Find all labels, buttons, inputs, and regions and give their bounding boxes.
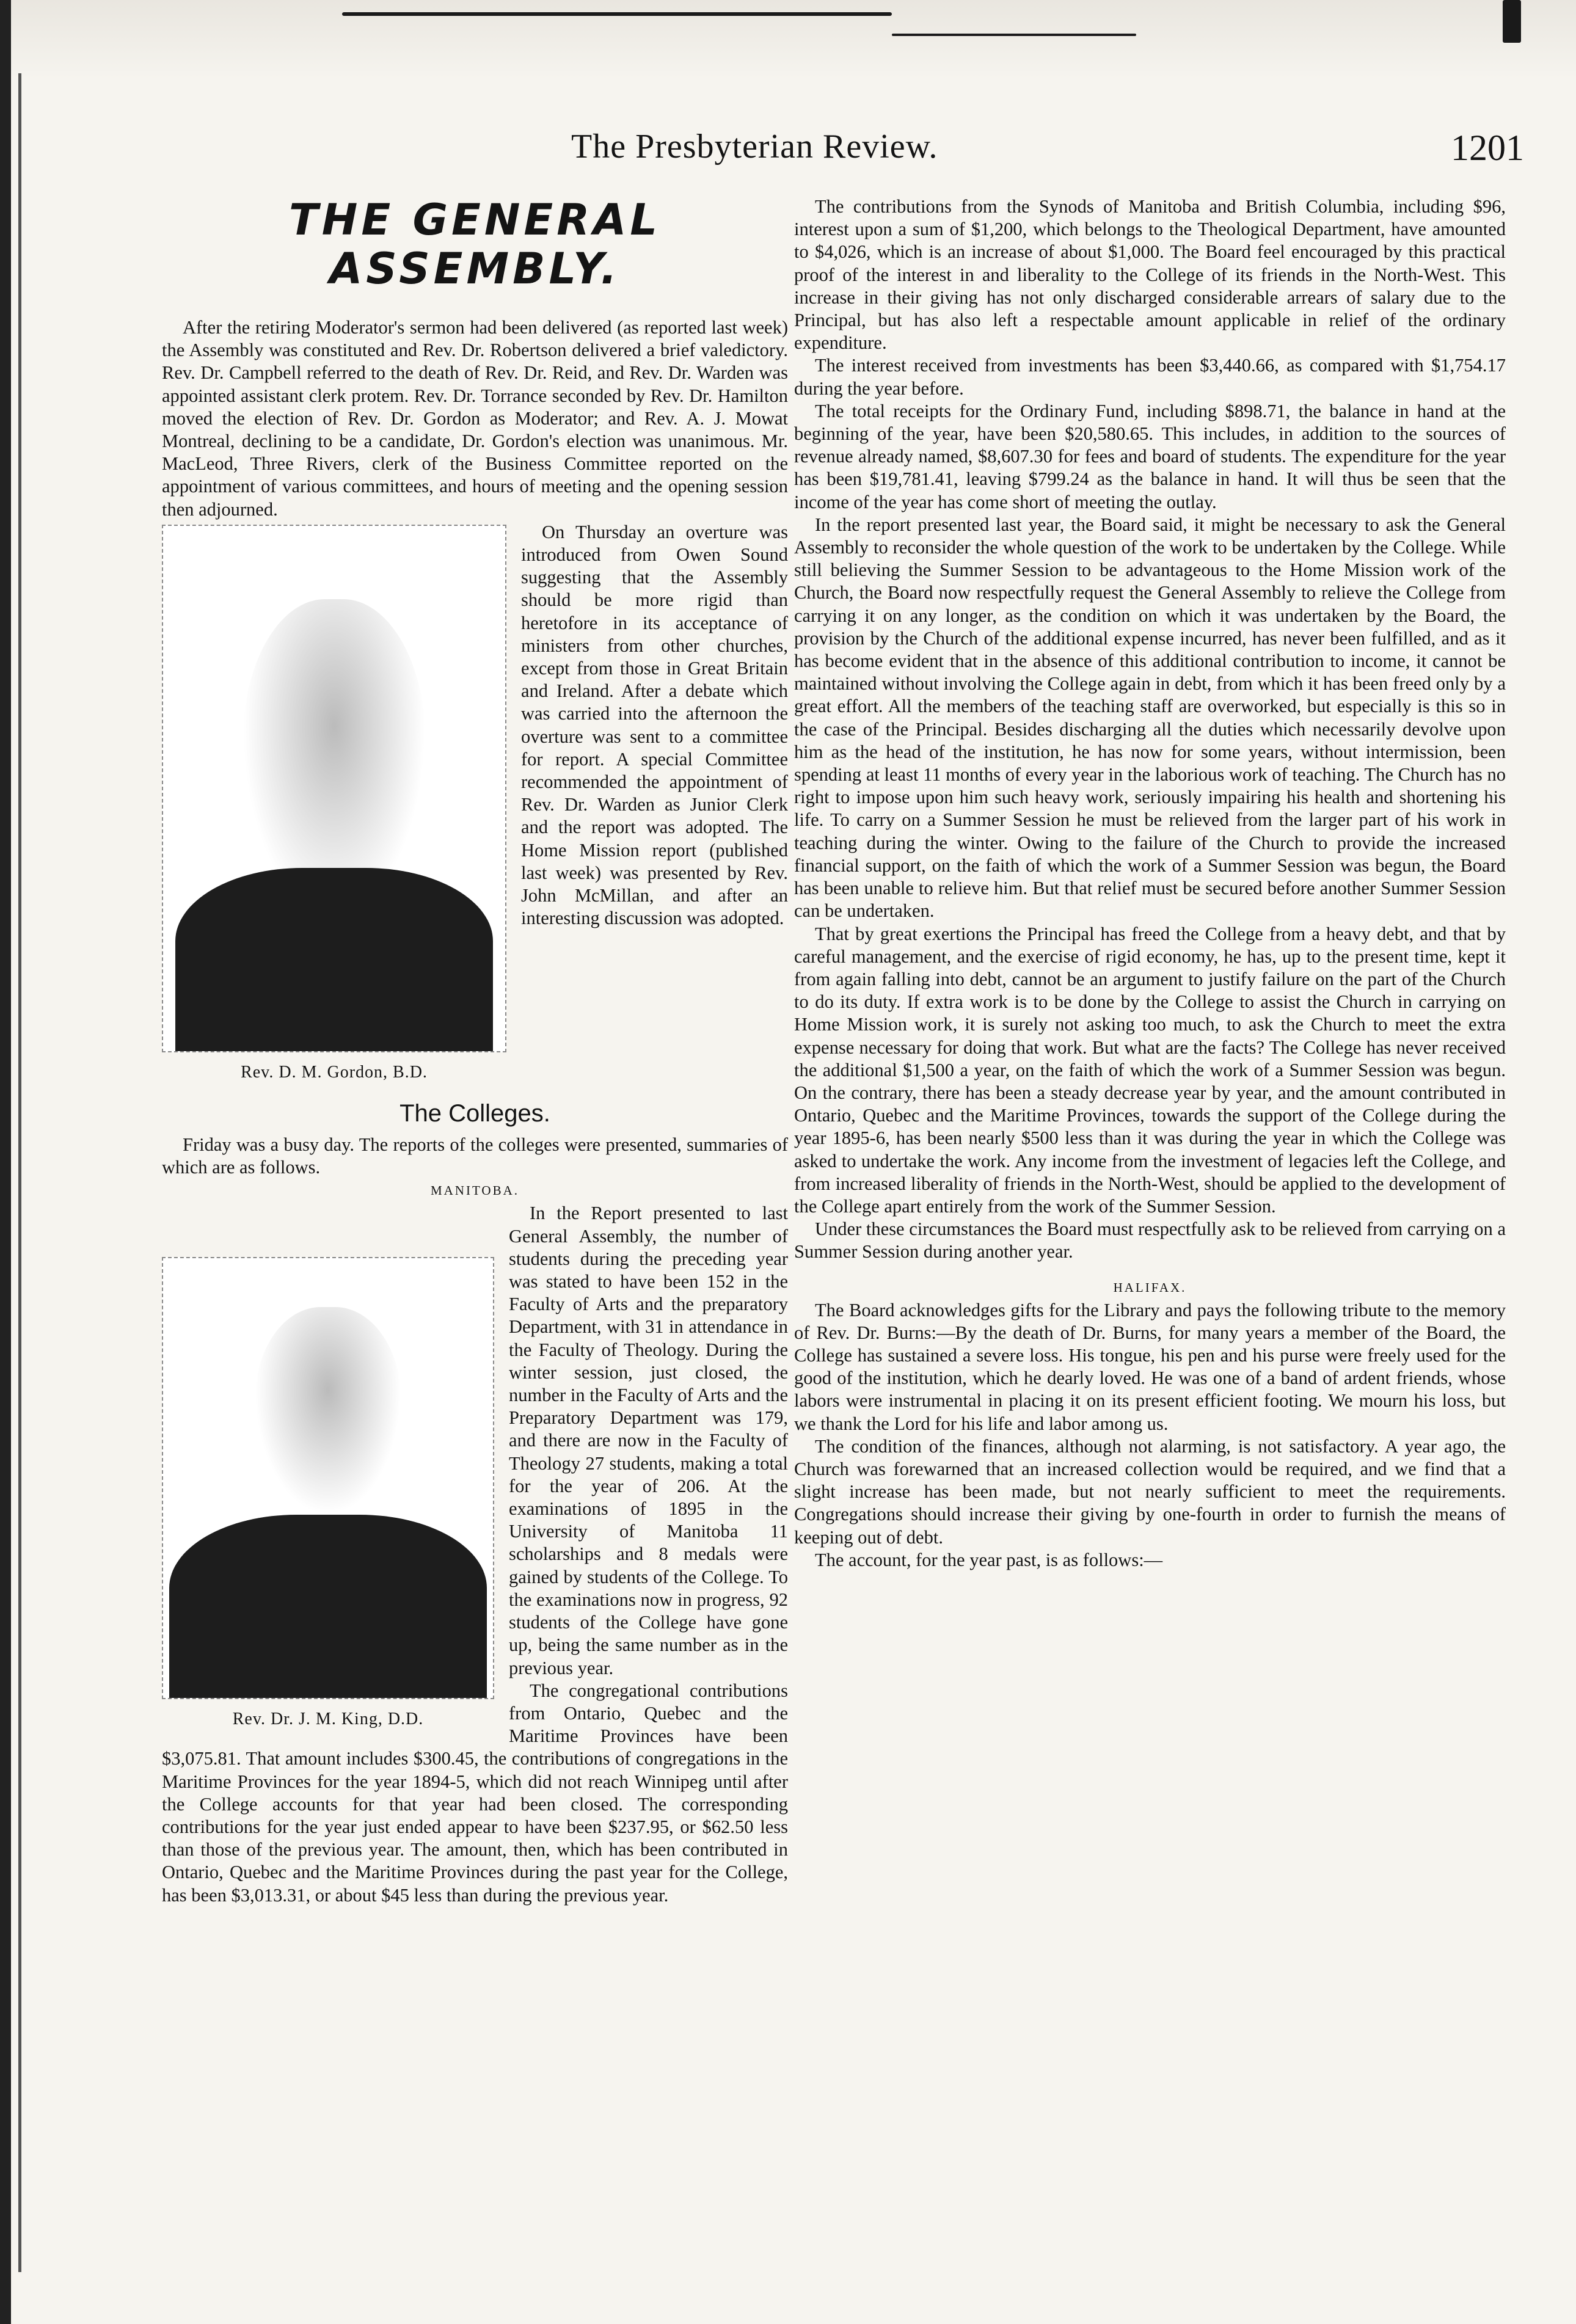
portrait-photo [162, 525, 506, 1052]
paragraph: Under these circumstances the Board must respectfully ask to be relieved from carrying on a Summer Session during another year. [794, 1218, 1506, 1262]
paragraph: The interest received from investments has been $3,440.66, as compared with $1,754.17 during the year before. [794, 355, 1506, 399]
manitoba-heading: MANITOBA. [430, 1183, 520, 1198]
portrait-caption: Rev. D. M. Gordon, B.D. [241, 1062, 428, 1082]
paragraph: The contributions from the Synods of Manitoba and British Columbia, including $96, interest upon a sum of $1,200, which belongs to the Theological Department, have amounted to $4,026, which is an increase of about $1,000. The Board feel encouraged by this practical proof of the interest in and liberality to the College of its friends in the North-West. This increase in their giving has not only discharged considerable arrears of salary due to the Principal, but has also left a respectable amount applicable in relief of the ordinary expenditure. [794, 196, 1506, 354]
paragraph: Friday was a busy day. The reports of the colleges were presented, summaries of which are as follows. [162, 1134, 788, 1178]
binding-edge [0, 0, 11, 2324]
paragraph: The condition of the finances, although not alarming, is not satisfactory. A year ago, the Church was forewarned that an increased collection would be required, and we find that a slight increase has been made, but not nearly sufficient to meet the requirements. Congregations should increase their giving by one-fourth in order to furnish the means of keeping out of debt. [794, 1435, 1506, 1548]
colleges-heading: The Colleges. [399, 1100, 550, 1127]
portrait-king [162, 1257, 494, 1730]
paragraph: In the report presented last year, the Board said, it might be necessary to ask the General Assembly to reconsider the whole question of the work to be undertaken by the College. While still believing the Summer Session to be advantageous to the Home Mission work of the Church, the Board now respectfully request the General Assembly to relieve the College from carrying it on any longer, as the condition on which it was undertaken by the Board, the provision by the Church of the additional expense incurred, has never been fulfilled, and as it has become evident that in the absence of this additional contribution to income, it cannot be maintained without involving the College again in debt, from which it has been freed only by a great effort. All the members of the teaching staff are overworked, but especially is this so in the case of the Principal. Besides discharging all the duties which necessarily devolve upon him as the head of the institution, he has now for some years, without intermission, been spending at least 11 months of every year in the laborious work of teaching. The Church has no right to impose upon him such heavy work, seriously impairing his health and shortening his life. To carry on a Summer Session he must be relieved from the larger part of his work in teaching during the winter. Owing to the failure of the Church to provide the increased financial support, on the faith of which the work of a Summer Session was begun, the Board has been unable to relieve him. But that relief must be secured before another Summer Session can be undertaken. [794, 514, 1506, 922]
portrait-photo [162, 1257, 494, 1699]
portrait-gordon [162, 525, 506, 1084]
section-title: THE GENERAL ASSEMBLY. [289, 195, 661, 294]
page-header [0, 127, 1576, 182]
page-number: 1201 [1451, 128, 1524, 168]
paragraph: After the retiring Moderator's sermon had been delivered (as reported last week) the Assembly was constituted and Rev. Dr. Robertson delivered a brief valedictory. Rev. Dr. Campbell referred to the death of Rev. Dr. Reid, and Rev. Dr. Warden was appointed assistant clerk protem. Rev. Dr. Torrance seconded by Rev. Dr. Hamilton moved the election of Rev. Dr. Gordon as Moderator; and Rev. A. J. Mowat Montreal, declining to be a candidate, Dr. Gordon's election was unanimous. Mr. MacLeod, Three Rivers, clerk of the Business Committee reported on the appointment of various committees, and hours of meeting and the opening session then adjourned. [162, 317, 788, 520]
paragraph: The account, for the year past, is as follows:— [815, 1549, 1163, 1570]
binding-shadow [18, 73, 21, 2272]
running-title: The Presbyterian Review. [571, 128, 938, 166]
paragraph: The Board acknowledges gifts for the Library and pays the following tribute to the memory of Rev. Dr. Burns:—By the death of Dr. Burns, for many years a member of the Board, the College has sustained a severe loss. His tongue, his pen and his purse were freely used for the good of the institution, which he dearly loved. He was one of a band of ardent friends, whose labors were instrumental in placing it on its present efficient footing. We mourn his loss, but we thank the Lord for his life and labor among us. [794, 1299, 1506, 1434]
paragraph: In the Report presented to last General Assembly, the number of students during the preceding year was stated to have been 152 in the Faculty of Arts and the preparatory Department, with 31 in attendance in the Faculty of Theology. During the winter session, just closed, the number in the Faculty of Arts and the Preparatory Department was 179, and there are now in the Faculty of Theology 27 students, making a total for the year of 206. At the examinations of 1895 in the University of Manitoba 11 scholarships and 8 medals were gained by students of the College. To the examinations now in progress, 92 students of the College have gone up, being the same number as in the previous year. [509, 1203, 788, 1678]
portrait-caption: Rev. Dr. J. M. King, D.D. [232, 1710, 424, 1729]
paragraph: On Thursday an overture was introduced from Owen Sound suggesting that the Assembly should be more rigid than heretofore in its acceptance of ministers from other churches, except from those in Great Britain and Ireland. After a debate which was carried into the afternoon the overture was sent to a committee for report. A special Committee recommended the appointment of Rev. Dr. Warden as Junior Clerk and the report was adopted. The Home Mission report (published last week) was presented by Rev. John McMillan, and after an interesting discussion was adopted. [521, 521, 788, 929]
halifax-heading: HALIFAX. [1113, 1280, 1187, 1295]
right-column [794, 195, 1506, 1572]
paragraph: That by great exertions the Principal has freed the College from a heavy debt, and that by careful management, and the exercise of rigid economy, he has, up to the present time, kept it from again falling into debt, cannot be an argument to justify failure on the part of the Church to do its duty. If extra work is to be done by the College to assist the Church in carrying on Home Mission work, it is surely not asking too much, to ask the Church to meet the extra expense necessary for doing that work. But what are the facts? The College has never received the additional $1,500 a year, on the faith of which the work of a Summer Session was begun. On the contrary, there has been a steady decrease year by year, and the amount contributed in Ontario, Quebec and the Maritime Provinces, towards the support of the College during the year 1895-6, has been nearly $500 less than it was during the year in which the College was asked to undertake the work. Any income from the investment of legacies left the College, and from increased liberality of friends in the North-West, should be applied to the development of the College apart entirely from the work of the Summer Session. [794, 923, 1506, 1217]
paragraph: The congregational contributions from Ontario, Quebec and the Maritime Provinces have been $3,075.81. That amount includes $300.45, the contributions of congregations in the Maritime Provinces for the year 1894-5, which did not reach Winnipeg until after the College accounts for that year had been closed. The corresponding contributions for the year just ended appear to have been $237.95, or $62.50 less than those of the previous year. The amount, then, which has been contributed in Ontario, Quebec and the Maritime Provinces during the past year for the College, has been $3,013.31, or about $45 less than during the previous year. [162, 1680, 788, 1906]
left-column [162, 195, 788, 1907]
paragraph: The total receipts for the Ordinary Fund, including $898.71, the balance in hand at the beginning of the year, have been $20,580.65. This includes, in addition to the sources of revenue already named, $8,607.30 for fees and board of students. The expenditure for the year has been $19,781.41, leaving $799.24 as the balance in hand. It will thus be seen that the income of the year has come short of meeting the outlay. [794, 400, 1506, 512]
scan-top-margin [0, 0, 1576, 79]
